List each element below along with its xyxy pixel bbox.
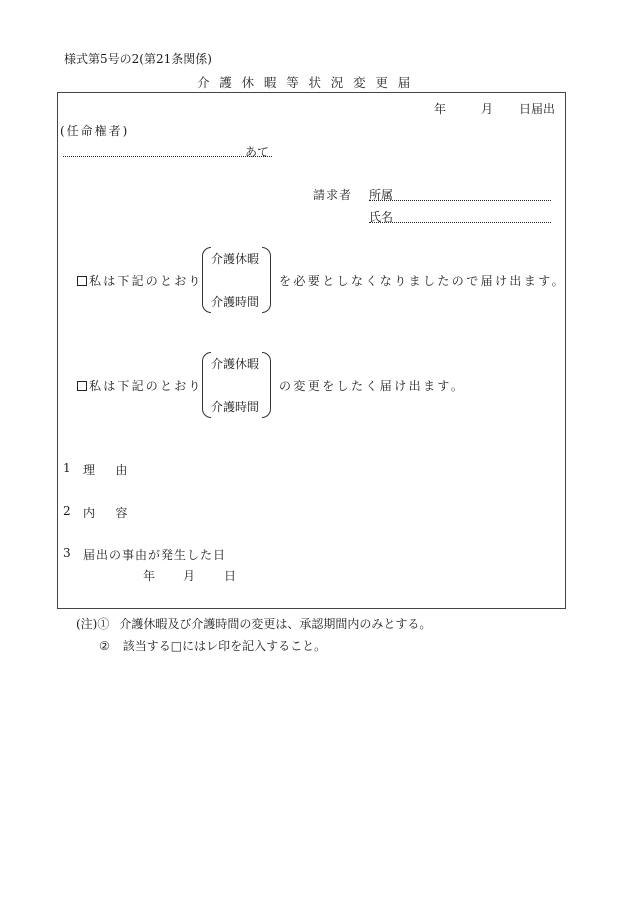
form-frame: [57, 92, 566, 609]
date-year-label: 年: [434, 102, 447, 116]
note-2-text: 該当する□にはレ印を記入すること。: [122, 639, 327, 653]
item-3-number: 3: [63, 546, 71, 560]
appointing-authority-label: (任命権者): [60, 124, 130, 138]
option-2-prefix: 私は下記のとおり: [89, 379, 203, 393]
item-1-reason-label: 理 由: [83, 463, 132, 477]
option-2-checkbox[interactable]: [77, 381, 87, 391]
requester-label: 請求者: [313, 188, 353, 202]
option-1-choice-care-leave: 介護休暇: [211, 252, 260, 266]
option-2-prefix-row: [77, 377, 203, 394]
affiliation-label: 所属: [369, 188, 394, 202]
note-1-text: 介護休暇及び介護時間の変更は、承認期間内のみとする。: [119, 617, 432, 631]
option-1-suffix: を必要としなくなりましたので届け出ます。: [279, 274, 567, 288]
option-1-prefix-row: [77, 272, 203, 289]
item-1-number: 1: [63, 461, 71, 475]
option-1-choice-care-time: 介護時間: [211, 295, 260, 309]
option-2-choice-care-leave: 介護休暇: [211, 357, 260, 371]
option-2-suffix: の変更をしたく届け出ます。: [279, 379, 466, 393]
option-1-prefix: 私は下記のとおり: [89, 274, 203, 288]
note-prefix: (注)①: [76, 617, 110, 631]
addressee-suffix: あて: [245, 145, 270, 159]
date-month-label: 月: [481, 102, 494, 116]
option-2-left-bracket: [202, 352, 211, 418]
note-2-row: [99, 637, 326, 654]
option-2-choice-care-time: 介護時間: [211, 400, 260, 414]
form-number: 様式第5号の2(第21条関係): [64, 52, 212, 66]
form-title: 介護休暇等状況変更届: [197, 75, 421, 90]
occurrence-year-label: 年: [143, 569, 156, 583]
occurrence-month-label: 月: [183, 569, 196, 583]
item-3-occurrence-date-label: 届出の事由が発生した日: [83, 548, 227, 562]
name-field[interactable]: [369, 222, 551, 223]
option-2-right-bracket: [262, 352, 271, 418]
option-1-left-bracket: [202, 247, 211, 313]
affiliation-field[interactable]: [369, 200, 551, 201]
option-1-checkbox[interactable]: [77, 276, 87, 286]
item-2-number: 2: [63, 504, 71, 518]
item-2-content-label: 内 容: [83, 506, 132, 520]
note-1-row: [76, 615, 431, 632]
occurrence-day-label: 日: [224, 569, 237, 583]
option-1-right-bracket: [262, 247, 271, 313]
date-day-submitted-label: 日届出: [519, 102, 556, 116]
note-2-number: ②: [99, 639, 110, 653]
name-label: 氏名: [369, 210, 394, 224]
authority-name-field[interactable]: [63, 156, 272, 157]
